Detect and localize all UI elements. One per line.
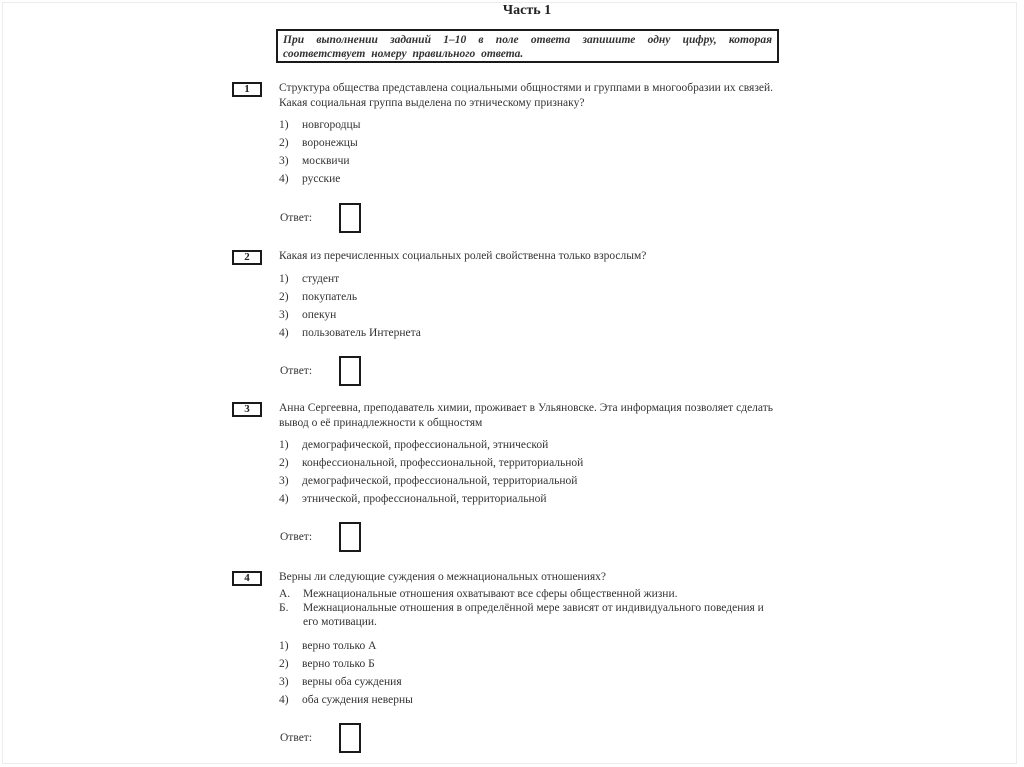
statement-letter: Б.: [279, 601, 289, 614]
task-body: [279, 249, 773, 388]
options-list: [279, 637, 773, 709]
option-1: [279, 270, 773, 288]
answer-row: [279, 203, 773, 235]
answer-box[interactable]: [339, 723, 361, 753]
option-number: 1): [279, 439, 289, 451]
option-2: [279, 134, 773, 152]
question-text: Структура общества представлена социальными общностями и группами в многообразии их связей. Какая социальная группа выделена по этническому признаку?: [279, 82, 773, 109]
option-3: [279, 472, 773, 490]
option-3: [279, 306, 773, 324]
option-text: этнической, профессиональной, территориальной: [302, 493, 547, 505]
option-text: русские: [302, 173, 341, 185]
task-number-box: 4: [232, 571, 262, 586]
option-text: новгородцы: [302, 119, 361, 131]
option-4: [279, 170, 773, 188]
option-2: [279, 288, 773, 306]
option-number: 4): [279, 326, 289, 339]
answer-box[interactable]: [339, 356, 361, 386]
option-number: 3): [279, 155, 289, 167]
answer-row: [279, 723, 773, 755]
instruction-box: При выполнении заданий 1–10 в поле ответа запишите одну цифру, которая соответствует номеру правильного ответа.: [276, 29, 779, 63]
option-4: [279, 490, 773, 508]
option-number: 2): [279, 290, 289, 303]
option-number: 1): [279, 272, 289, 285]
task-number-box: 2: [232, 250, 262, 265]
answer-label: Ответ:: [280, 531, 313, 543]
option-1: [279, 116, 773, 134]
option-number: 1): [279, 119, 289, 131]
part-title: Часть 1: [502, 3, 552, 18]
answer-row: [279, 356, 773, 388]
option-text: воронежцы: [302, 137, 358, 149]
task-number-box: 1: [232, 82, 262, 97]
answer-box[interactable]: [339, 522, 361, 552]
statement-a: [279, 587, 773, 601]
options-list: [279, 270, 773, 342]
option-4: [279, 324, 773, 342]
option-number: 1): [279, 639, 289, 652]
option-number: 4): [279, 493, 289, 505]
statement-text: Межнациональные отношения в определённой мере зависят от индивидуального поведения и его мотивации.: [303, 601, 764, 628]
task-body: [279, 570, 773, 755]
option-number: 3): [279, 475, 289, 487]
option-text: оба суждения неверны: [302, 693, 413, 706]
option-text: покупатель: [302, 290, 358, 303]
statements-list: [279, 587, 773, 629]
option-text: демографической, профессиональной, территориальной: [302, 475, 578, 487]
statement-text: Межнациональные отношения охватывают все сферы общественной жизни.: [303, 587, 678, 600]
option-number: 3): [279, 308, 289, 321]
answer-label: Ответ:: [280, 731, 313, 744]
option-text: опекун: [302, 308, 337, 321]
task-body: [279, 81, 773, 235]
option-text: москвичи: [302, 155, 350, 167]
option-number: 4): [279, 693, 289, 706]
option-2: [279, 454, 773, 472]
option-number: 2): [279, 137, 289, 149]
option-3: [279, 673, 773, 691]
statement-b: [279, 601, 773, 629]
option-number: 2): [279, 457, 289, 469]
answer-box[interactable]: [339, 203, 361, 233]
option-text: студент: [302, 272, 340, 285]
option-4: [279, 691, 773, 709]
options-list: [279, 436, 773, 508]
option-text: верны оба суждения: [302, 675, 402, 688]
option-text: конфессиональной, профессиональной, территориальной: [302, 457, 584, 469]
option-number: 4): [279, 173, 289, 185]
option-text: пользователь Интернета: [302, 326, 421, 339]
option-3: [279, 152, 773, 170]
option-text: верно только Б: [302, 657, 375, 670]
answer-row: [279, 522, 773, 554]
option-2: [279, 655, 773, 673]
options-list: [279, 116, 773, 188]
question-text: Верны ли следующие суждения о межнациональных отношениях?: [279, 571, 607, 583]
statement-letter: А.: [279, 587, 291, 600]
task-body: [279, 401, 773, 554]
question-text: Какая из перечисленных социальных ролей свойственна только взрослым?: [279, 250, 647, 262]
option-number: 2): [279, 657, 289, 670]
question-text: Анна Сергеевна, преподаватель химии, проживает в Ульяновске. Эта информация позволяет сделать вывод о её принадлежности к общностям: [279, 402, 773, 429]
option-number: 3): [279, 675, 289, 688]
task-number-box: 3: [232, 402, 262, 417]
option-text: верно только А: [302, 639, 377, 652]
option-1: [279, 436, 773, 454]
answer-label: Ответ:: [280, 364, 313, 377]
answer-label: Ответ:: [280, 212, 313, 224]
option-text: демографической, профессиональной, этнической: [302, 439, 549, 451]
option-1: [279, 637, 773, 655]
